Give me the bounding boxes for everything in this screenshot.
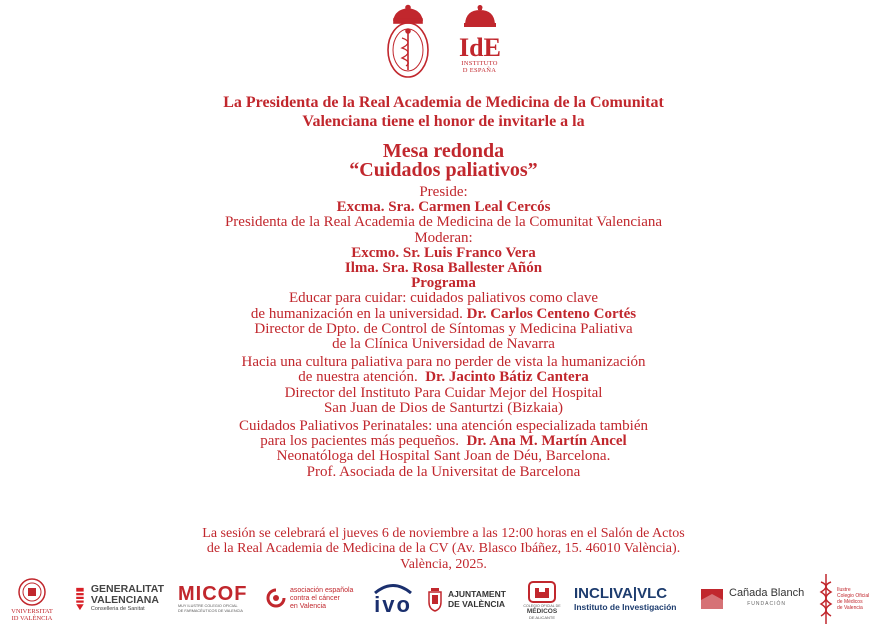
talk-title-line-2: de humanización en la universidad. Dr. Carlos Centeno Cortés — [250, 305, 637, 322]
talk-affiliation-line-1: Neonatóloga del Hospital Sant Joan de Déu, Barcelona. — [276, 448, 611, 465]
canada-blanch-sub: FUNDACIÓN — [747, 600, 786, 607]
instituto-espana-crest-icon — [454, 4, 506, 60]
aecc-line-3: en Valencia — [290, 602, 327, 610]
moderator-1: Excmo. Sr. Luis Franco Vera — [351, 244, 536, 261]
talk-title-line-2: para los pacientes más pequeños. Dr. Ana M. Martín Ancel — [260, 433, 627, 450]
micof-name: MICOF — [178, 582, 248, 605]
instituto-espana-logo — [454, 4, 506, 80]
program-body — [0, 185, 887, 480]
uv-logo — [6, 568, 58, 629]
canada-blanch-logo — [700, 568, 810, 629]
invitation-intro — [0, 93, 887, 131]
micof-sub-1: MUY ILUSTRE COLEGIO OFICIAL — [178, 603, 238, 608]
academy-crest-icon — [382, 4, 434, 80]
ajuntament-line-1: AJUNTAMENT — [448, 588, 506, 599]
talk-affiliation-line-2: Prof. Asociada de la Universitat de Barcelona — [306, 463, 581, 480]
closing-line-3: València, 2025. — [400, 556, 487, 572]
ivo-logo — [368, 568, 418, 629]
talk-title-line-1: Cuidados Paliativos Perinatales: una atención especializada también — [238, 418, 649, 435]
intro-line-1: La Presidenta de la Real Academia de Medicina de la Comunitat — [223, 94, 664, 111]
medicos-valencia-logo — [818, 568, 884, 629]
intro-line-2: Valenciana tiene el honor de invitarle a la — [302, 113, 585, 130]
program-heading: Programa — [411, 275, 476, 292]
valencia-line-1: Ilustre — [837, 586, 851, 593]
ajuntament-shield-icon — [426, 586, 444, 612]
gva-bat-icon — [74, 582, 86, 616]
gva-line-1: GENERALITAT — [90, 583, 164, 595]
ie-sub-line-1: INSTITUTO — [461, 60, 498, 67]
talk-affiliation-line-1: Director del Instituto Para Cuidar Mejor del Hospital — [284, 384, 603, 401]
valencia-line-4: de Valencia — [837, 604, 863, 611]
uv-line-1: VNIVERSITAT — [11, 607, 53, 615]
ajuntament-line-2: DE VALÈNCIA — [448, 598, 505, 609]
uv-line-2: ID VALÈNCIA — [11, 614, 53, 622]
talk-affiliation-line-1: Director de Dpto. de Control de Síntomas y Medicina Paliativa — [254, 320, 633, 337]
ie-sub-line-2: D ESPAÑA — [462, 67, 497, 74]
aecc-line-2: contra el cáncer — [290, 594, 340, 602]
caduceus-icon — [818, 572, 834, 626]
talk-title-line-1: Hacia una cultura paliativa para no perder de vista la humanización — [241, 354, 646, 371]
president-name: Excma. Sra. Carmen Leal Cercós — [336, 199, 551, 216]
gva-line-3: Conselleria de Sanitat — [90, 606, 145, 612]
event-type: Mesa redonda — [382, 140, 505, 162]
talk-speaker: Dr. Carlos Centeno Cortés — [466, 305, 637, 322]
incliva-name: INCLIVA|VLC — [574, 584, 668, 602]
president-role: Presidenta de la Real Academia de Medicina de la Comunitat Valenciana — [224, 214, 663, 231]
aecc-ribbon-icon — [266, 588, 286, 610]
sponsor-logos — [0, 568, 887, 629]
alicante-castle-icon — [527, 578, 557, 604]
alicante-line-1: COLEGIO OFICIAL DE — [523, 603, 561, 608]
valencia-line-2: Colegio Oficial — [837, 592, 870, 599]
header-logos — [0, 4, 887, 80]
closing-line-2: de la Real Academia de Medicina de la CV (Av. Blasco Ibáñez, 15. 46010 València). — [206, 541, 681, 557]
preside-label: Preside: — [419, 184, 468, 200]
incliva-sub: Instituto de Investigación — [574, 601, 677, 612]
talk-2 — [0, 355, 887, 416]
ivo-name: ivo — [374, 591, 412, 617]
aecc-line-1: asociación española — [290, 586, 354, 594]
talk-title-line-1: Educar para cuidar: cuidados paliativos como clave — [288, 290, 599, 307]
academy-logo — [382, 4, 434, 80]
instituto-espana-subtitle — [461, 60, 498, 74]
canada-blanch-mark-icon — [700, 588, 724, 610]
canada-blanch-name: Cañada Blanch — [729, 586, 805, 599]
talk-affiliation-line-2: San Juan de Dios de Santurtzi (Bizkaia) — [323, 399, 564, 416]
talk-3 — [0, 419, 887, 480]
alicante-line-3: DE ALICANTE — [528, 614, 555, 620]
ajuntament-logo — [426, 568, 518, 629]
micof-logo — [178, 568, 258, 629]
alicante-line-2: MÉDICOS — [526, 607, 558, 615]
talk-affiliation-line-2: de la Clínica Universidad de Navarra — [332, 336, 555, 353]
event-heading — [0, 142, 887, 180]
talk-speaker: Dr. Ana M. Martín Ancel — [466, 433, 627, 450]
gva-line-2: VALENCIANA — [90, 594, 159, 606]
moderator-2: Ilma. Sra. Rosa Ballester Añón — [344, 260, 543, 277]
medicos-alicante-logo — [522, 568, 562, 629]
event-title: “Cuidados paliativos” — [349, 159, 538, 181]
gva-logo — [74, 568, 164, 629]
ide-mark: IdE — [458, 33, 501, 60]
uv-seal-icon — [17, 576, 47, 608]
talk-title-line-2: de nuestra atención. Dr. Jacinto Bátiz Cantera — [298, 369, 589, 386]
talk-1 — [0, 291, 887, 352]
micof-sub-2: DE FARMACÉUTICOS DE VALENCIA — [178, 608, 243, 613]
moderate-label: Moderan: — [414, 229, 473, 246]
valencia-line-3: de Médicos — [837, 598, 863, 605]
aecc-logo — [266, 568, 356, 629]
talk-speaker: Dr. Jacinto Bátiz Cantera — [425, 369, 589, 386]
closing-info — [0, 526, 887, 572]
closing-line-1: La sesión se celebrará el jueves 6 de noviembre a las 12:00 horas en el Salón de Actos — [202, 526, 685, 541]
incliva-logo — [574, 568, 694, 629]
